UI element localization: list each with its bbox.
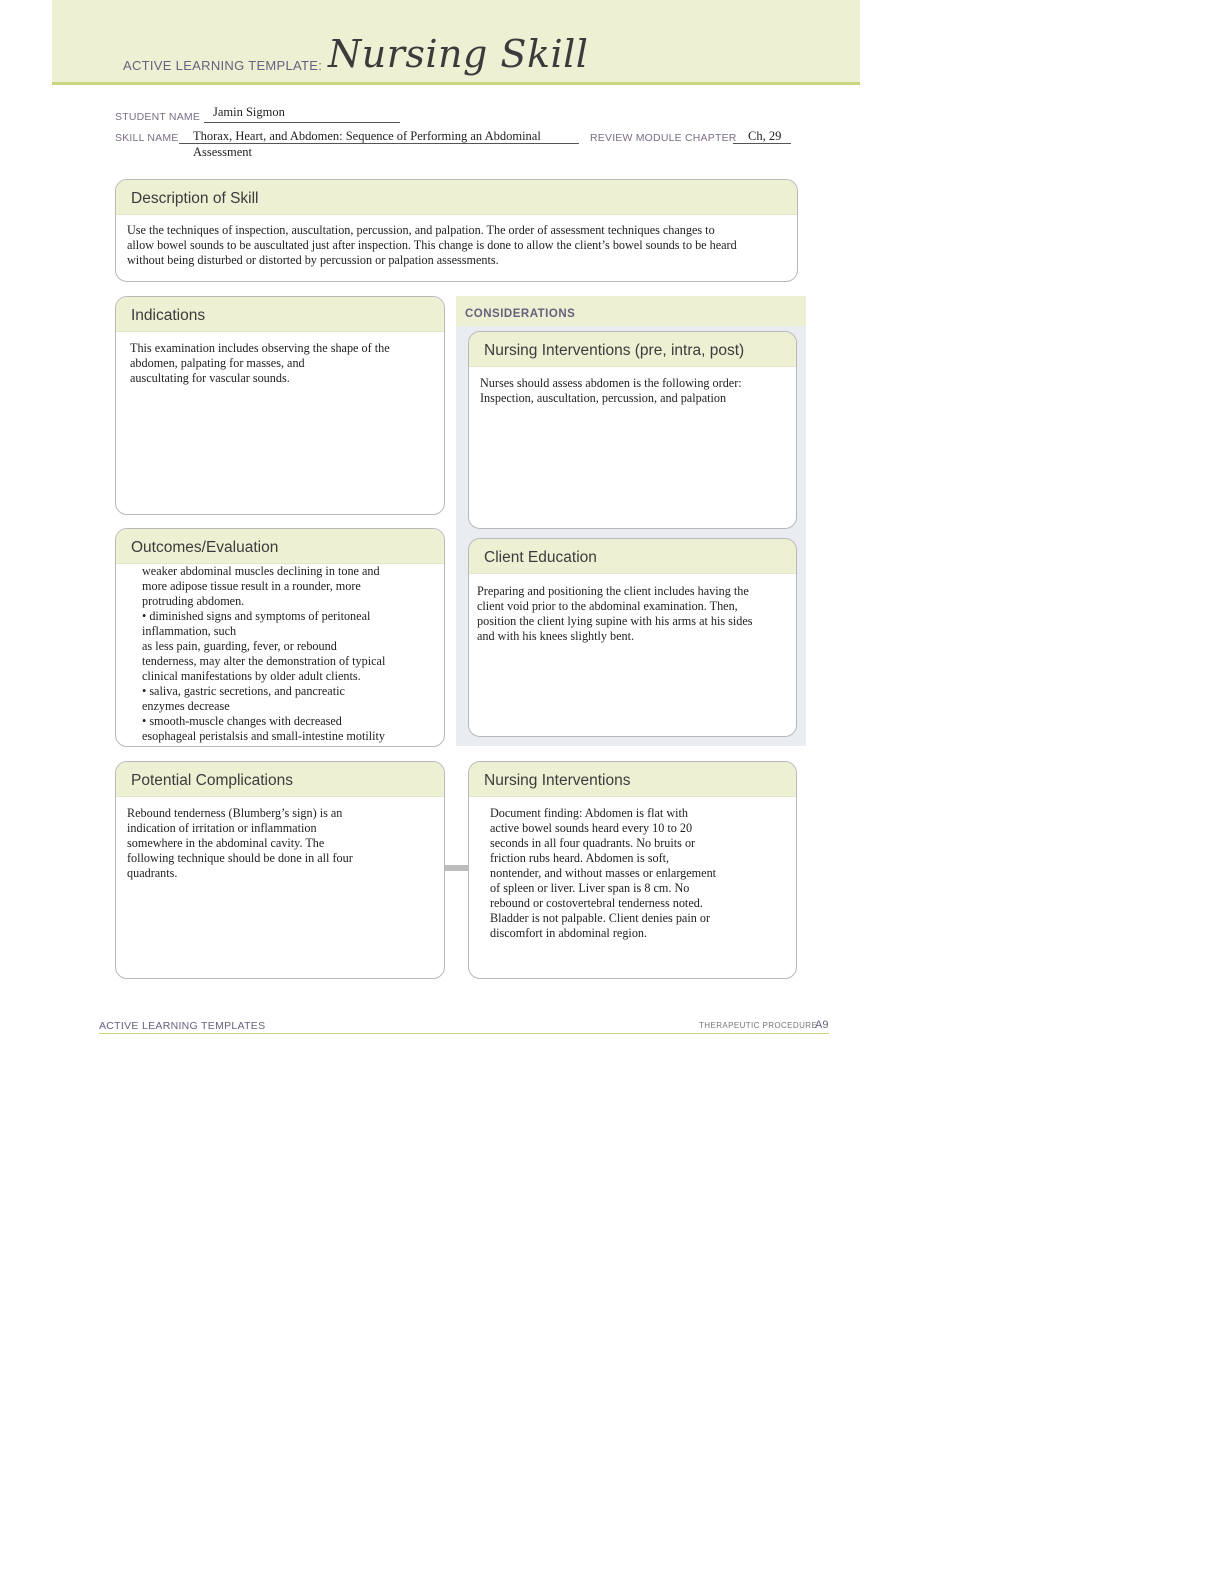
skill-name-label: SKILL NAME [115, 132, 179, 144]
nursing-interventions-title: Nursing Interventions [484, 772, 631, 789]
complications-title: Potential Complications [131, 772, 293, 789]
indications-card [115, 296, 445, 515]
footer-rule [99, 1033, 829, 1034]
client-education-body[interactable]: Preparing and positioning the client includes having the client void prior to the abdominal examination. Then, position the client lying supine with his arms at his sides and with his knees slightly bent. [477, 584, 753, 643]
skill-name-value-line2[interactable]: Assessment [193, 145, 253, 159]
footer-right-label: THERAPEUTIC PROCEDURE [699, 1021, 818, 1030]
client-education-title: Client Education [484, 549, 597, 566]
footer-left-label: ACTIVE LEARNING TEMPLATES [99, 1020, 266, 1032]
considerations-label: CONSIDERATIONS [465, 308, 576, 320]
complications-card [115, 761, 445, 979]
complications-body[interactable]: Rebound tenderness (Blumberg’s sign) is an indication of irritation or inflammation somewhere in the abdominal cavity. The following technique should be done in all four quadrants. [127, 806, 353, 880]
outcomes-title: Outcomes/Evaluation [131, 539, 279, 556]
description-header [116, 180, 797, 215]
student-name-underline [204, 122, 400, 123]
nursing-interventions-pre-card [468, 331, 797, 529]
template-title: Nursing Skill [328, 32, 589, 76]
student-name-label: STUDENT NAME [115, 111, 201, 123]
review-chapter-label: REVIEW MODULE CHAPTER [590, 132, 737, 144]
client-education-card [468, 538, 797, 737]
skill-name-value-line1[interactable]: Thorax, Heart, and Abdomen: Sequence of Performing an Abdominal [193, 129, 541, 143]
indications-body[interactable]: This examination includes observing the shape of the abdomen, palpating for masses, and auscultating for vascular sounds. [130, 341, 390, 385]
nursing-interventions-body[interactable]: Document finding: Abdomen is flat with active bowel sounds heard every 10 to 20 seconds in all four quadrants. No bruits or friction rubs heard. Abdomen is soft, nontender, and without masses or enlargement of spleen or liver. Liver span is 8 cm. No rebound or costovertebral tenderness noted. Bladder is not palpable. Client denies pain or discomfort in abdominal region. [490, 806, 717, 940]
complications-header [116, 762, 444, 797]
footer-page-number: A9 [815, 1019, 829, 1031]
description-card [115, 179, 798, 282]
nursing-interventions-card [468, 761, 797, 979]
client-education-header [469, 539, 796, 574]
student-name-value[interactable]: Jamin Sigmon [213, 105, 285, 119]
header-rule [52, 82, 860, 85]
outcomes-body[interactable]: weaker abdominal muscles declining in tone and more adipose tissue result in a rounder, more protruding abdomen. • diminished signs and symptoms of peritoneal inflammation, such as less pain, guarding, fever, or rebound tenderness, may alter the demonstration of typical clinical manifestations by older adult clients. • saliva, gastric secretions, and pancreatic enzymes decrease • smooth-muscle changes with decreased esophageal peristalsis and small-intestine motility [142, 564, 386, 743]
outcomes-card [115, 528, 445, 747]
description-title: Description of Skill [131, 190, 259, 207]
review-chapter-value[interactable]: Ch, 29 [748, 129, 782, 143]
outcomes-header [116, 529, 444, 564]
nursing-interventions-pre-header [469, 332, 796, 367]
nursing-interventions-pre-title: Nursing Interventions (pre, intra, post) [484, 342, 745, 359]
description-body[interactable]: Use the techniques of inspection, auscultation, percussion, and palpation. The order of assessment techniques changes to allow bowel sounds to be auscultated just after inspection. This change is done to allow the client’s bowel sounds to be heard without being disturbed or distorted by percussion or palpation assessments. [127, 223, 737, 267]
indications-header [116, 297, 444, 332]
card-connector [444, 865, 468, 871]
nursing-interventions-pre-body[interactable]: Nurses should assess abdomen is the following order: Inspection, auscultation, percussion, and palpation [480, 376, 742, 405]
nursing-interventions-header [469, 762, 796, 797]
template-label: ACTIVE LEARNING TEMPLATE: [123, 58, 323, 73]
indications-title: Indications [131, 307, 206, 324]
